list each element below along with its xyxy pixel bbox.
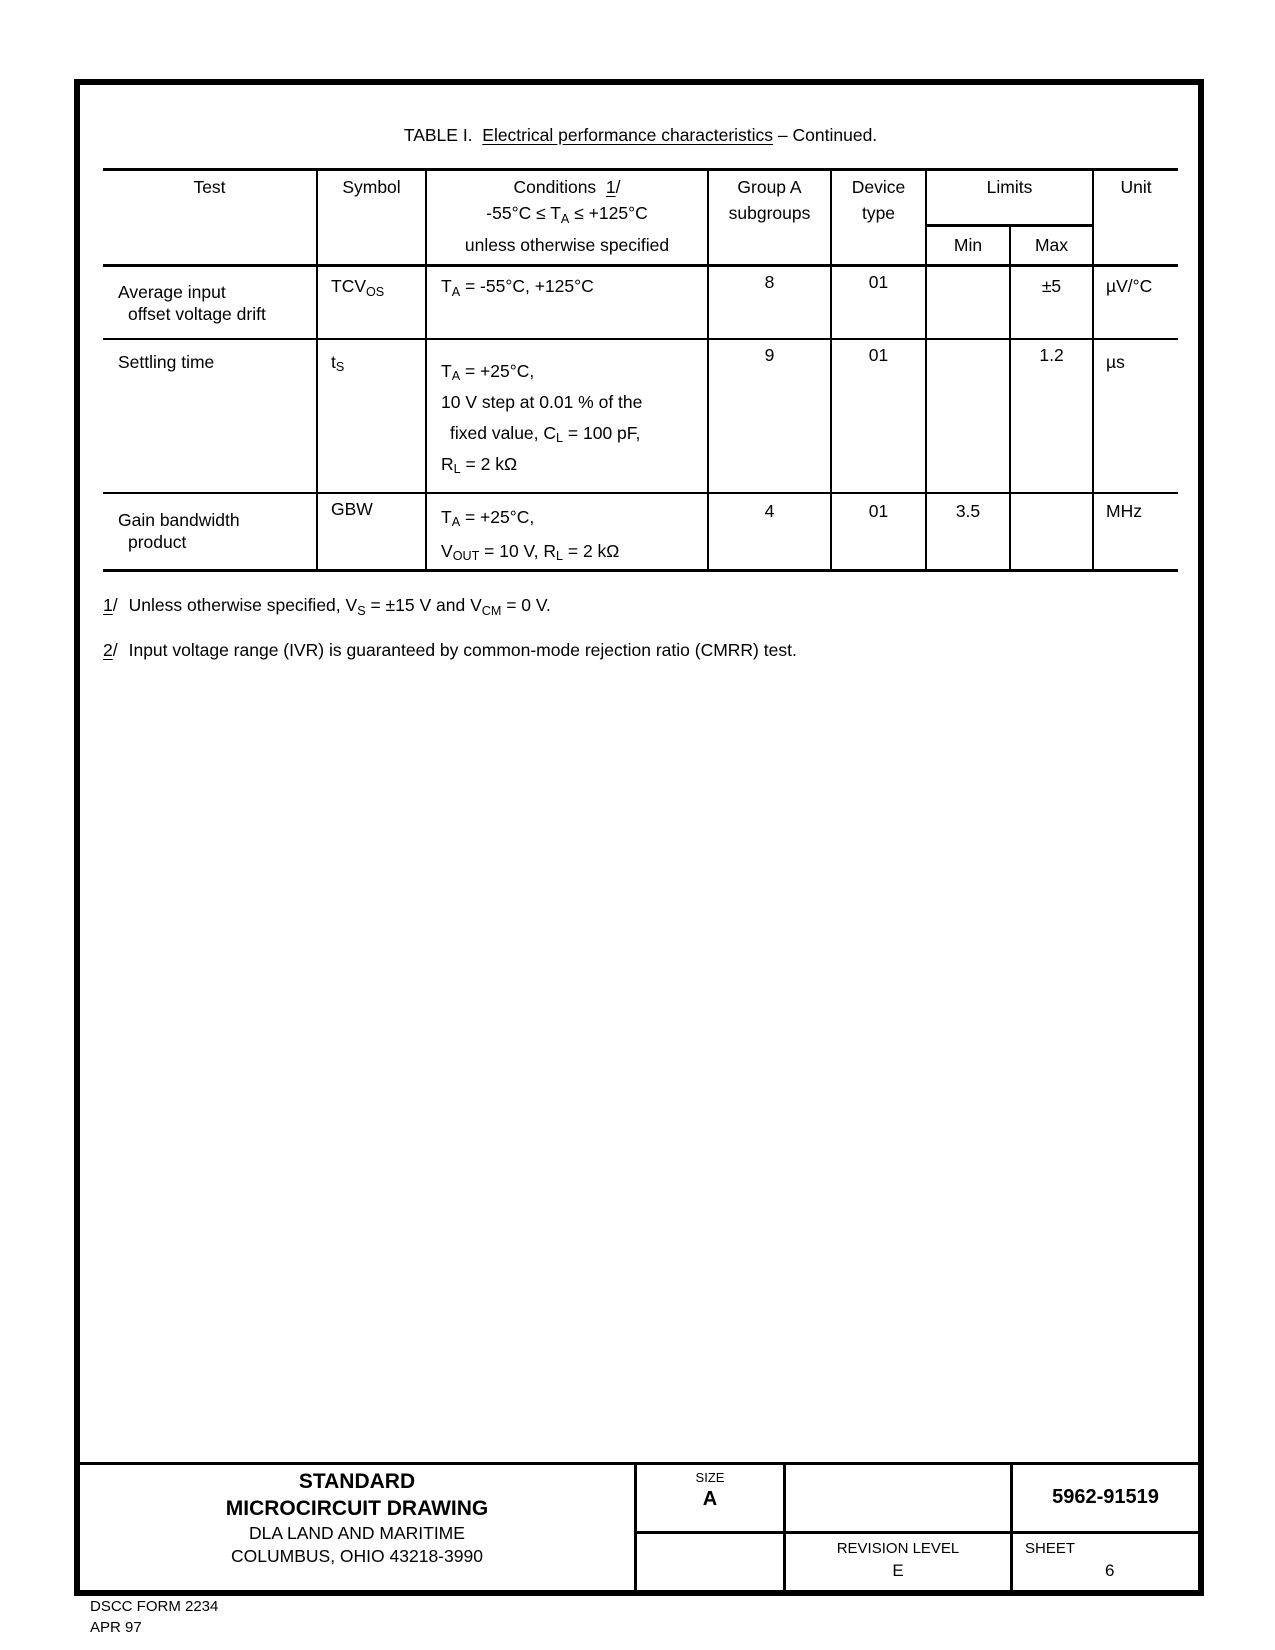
table-title: TABLE I. Electrical performance characteristics – Continued. — [403, 125, 878, 145]
revision-label: REVISION LEVEL — [836, 1540, 960, 1557]
size-value: A — [702, 1488, 718, 1510]
footnote-2 — [103, 639, 797, 661]
cell-limit-max: 1.2 — [1010, 339, 1093, 493]
form-date: APR 97 — [90, 1619, 142, 1636]
cell-group-a-subgroups: 8 — [708, 266, 831, 339]
revision-cell — [786, 1539, 1010, 1583]
cell-group-a-subgroups: 9 — [708, 339, 831, 493]
cell-limit-max: ±5 — [1010, 266, 1093, 339]
electrical-characteristics-table — [103, 168, 1178, 572]
header-min: Min — [926, 226, 1010, 266]
header-symbol: Symbol — [317, 170, 426, 266]
footnote-text: Input voltage range (IVR) is guaranteed by common-mode rejection ratio (CMRR) test. — [128, 640, 797, 660]
cell-device-type: 01 — [831, 266, 926, 339]
header-group-a-subgroups: Group A subgroups — [708, 170, 831, 266]
header-unit: Unit — [1093, 170, 1178, 266]
header-limits: Limits — [926, 170, 1093, 226]
cell-unit: MHz — [1093, 493, 1178, 571]
footnote-text: Unless otherwise specified, $V_S = \pm 15$ V and $V_{CM} = 0$ V. — [128, 595, 551, 618]
cell-conditions: $T_A = -55^\circ C$, +125°C — [426, 266, 708, 339]
cell-limit-max — [1010, 493, 1093, 571]
cell-device-type: 01 — [831, 339, 926, 493]
revision-value: E — [892, 1561, 904, 1580]
org-address-line: COLUMBUS, OHIO 43218-3990 — [231, 1546, 483, 1566]
org-address-line: DLA LAND AND MARITIME — [249, 1523, 465, 1543]
cell-group-a-subgroups: 4 — [708, 493, 831, 571]
form-footer — [90, 1596, 218, 1638]
cell-symbol: $t_S$ — [317, 339, 426, 493]
cell-test: Average input offset voltage drift — [103, 266, 317, 339]
footnote-1 — [103, 594, 551, 616]
title-block — [80, 1462, 1198, 1593]
table-row-gain-bandwidth-product — [103, 493, 1178, 571]
cell-test: Settling time — [103, 339, 317, 493]
size-cell — [637, 1469, 783, 1512]
cell-symbol: GBW — [317, 493, 426, 571]
cell-unit: µV/°C — [1093, 266, 1178, 339]
org-name-line: STANDARD — [298, 1470, 416, 1493]
form-number: DSCC FORM 2234 — [90, 1598, 219, 1615]
header-test: Test — [103, 170, 317, 266]
size-label: SIZE — [695, 1470, 725, 1485]
header-device-type: Device type — [831, 170, 926, 266]
cell-unit: µs — [1093, 339, 1178, 493]
table-row-settling-time — [103, 339, 1178, 493]
title-block-organization — [80, 1468, 634, 1568]
cell-test: Gain bandwidth product — [103, 493, 317, 571]
org-name-line: MICROCIRCUIT DRAWING — [225, 1497, 489, 1520]
header-conditions: Conditions 1/ $-55^\circ C \le T_A \le +125^\circ C$ unless otherwise specified — [426, 170, 708, 266]
footnote-marker: 2/ — [103, 640, 118, 660]
sheet-cell — [1013, 1539, 1198, 1583]
cell-conditions: $T_A = +25^\circ C$, $V_{OUT} = 10$ V, $R_L = 2$ kΩ — [426, 493, 708, 571]
cell-conditions: $T_A = +25^\circ C$, 10 V step at 0.01 % of the fixed value, $C_L = 100$ pF, $R_L = 2$ kΩ — [426, 339, 708, 493]
cell-limit-min — [926, 339, 1010, 493]
cell-limit-min — [926, 266, 1010, 339]
sheet-value: 6 — [1105, 1561, 1115, 1580]
header-max: Max — [1010, 226, 1093, 266]
cell-symbol: $TCV_{OS}$ — [317, 266, 426, 339]
drawing-number: 5962-91519 — [1052, 1486, 1159, 1508]
footnote-marker: 1/ — [103, 595, 118, 615]
cell-limit-min: 3.5 — [926, 493, 1010, 571]
table-row-average-input-offset-voltage-drift — [103, 266, 1178, 339]
sheet-label: SHEET — [1025, 1540, 1076, 1557]
cell-device-type: 01 — [831, 493, 926, 571]
title-block-divider — [634, 1531, 1198, 1534]
